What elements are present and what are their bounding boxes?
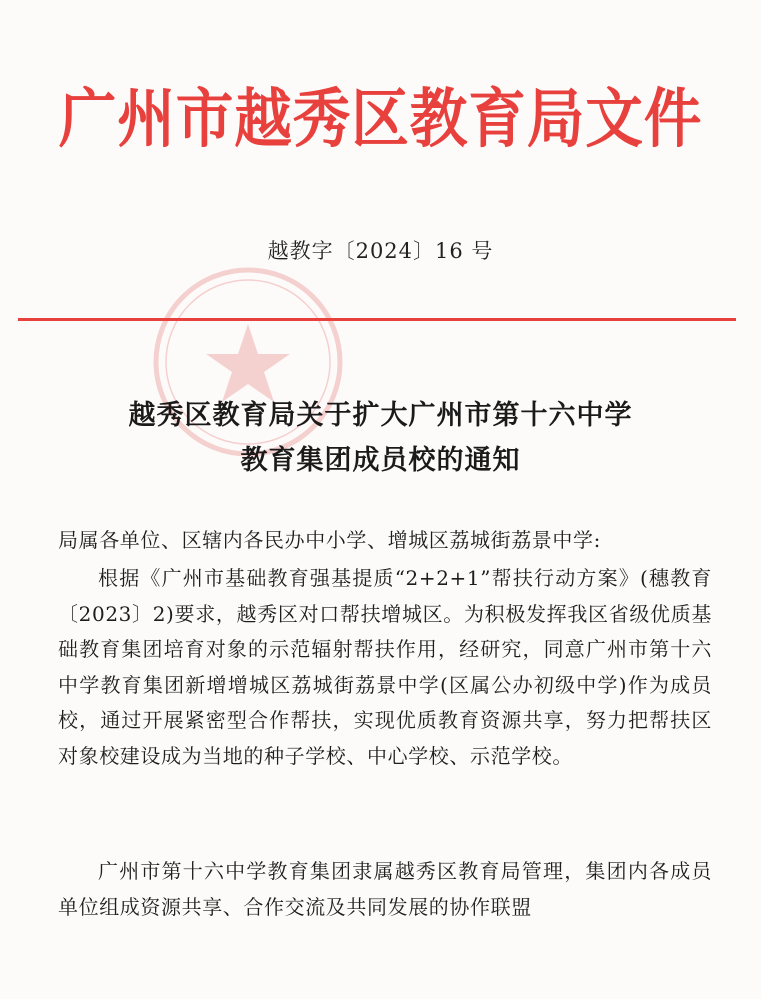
- body-paragraph-2: 广州市第十六中学教育集团隶属越秀区教育局管理，集团内各成员单位组成资源共享、合作交流及共同发展的协作联盟: [58, 859, 712, 919]
- document-number: 越教字〔2024〕16 号: [267, 239, 494, 263]
- header-divider-rule: [18, 318, 736, 321]
- addressee-line: 局属各单位、区辖内各民办中小学、增城区荔城街荔景中学:: [58, 528, 601, 552]
- masthead-title: 广州市越秀区教育局文件: [58, 83, 703, 157]
- official-seal-stamp: [148, 262, 348, 462]
- notice-title-line-1: 越秀区教育局关于扩大广州市第十六中学: [128, 400, 633, 431]
- body-paragraph-1: 根据《广州市基础教育强基提质“2+2+1”帮扶行动方案》(穗教育〔2023〕2)要求，越秀区对口帮扶增城区。为积极发挥我区省级优质基础教育集团培育对象的示范辐射帮扶作用，经研究，同意广州市第十六中学教育集团新增增城区荔城街荔景中学(区属公办初级中学)作为成员校，通过开展紧密型合作帮扶，实现优质教育资源共享，努力把帮扶区对象校建设成为当地的种子学校、中心学校、示范学校。: [58, 566, 712, 768]
- notice-title-line-2: 教育集团成员校的通知: [240, 445, 521, 476]
